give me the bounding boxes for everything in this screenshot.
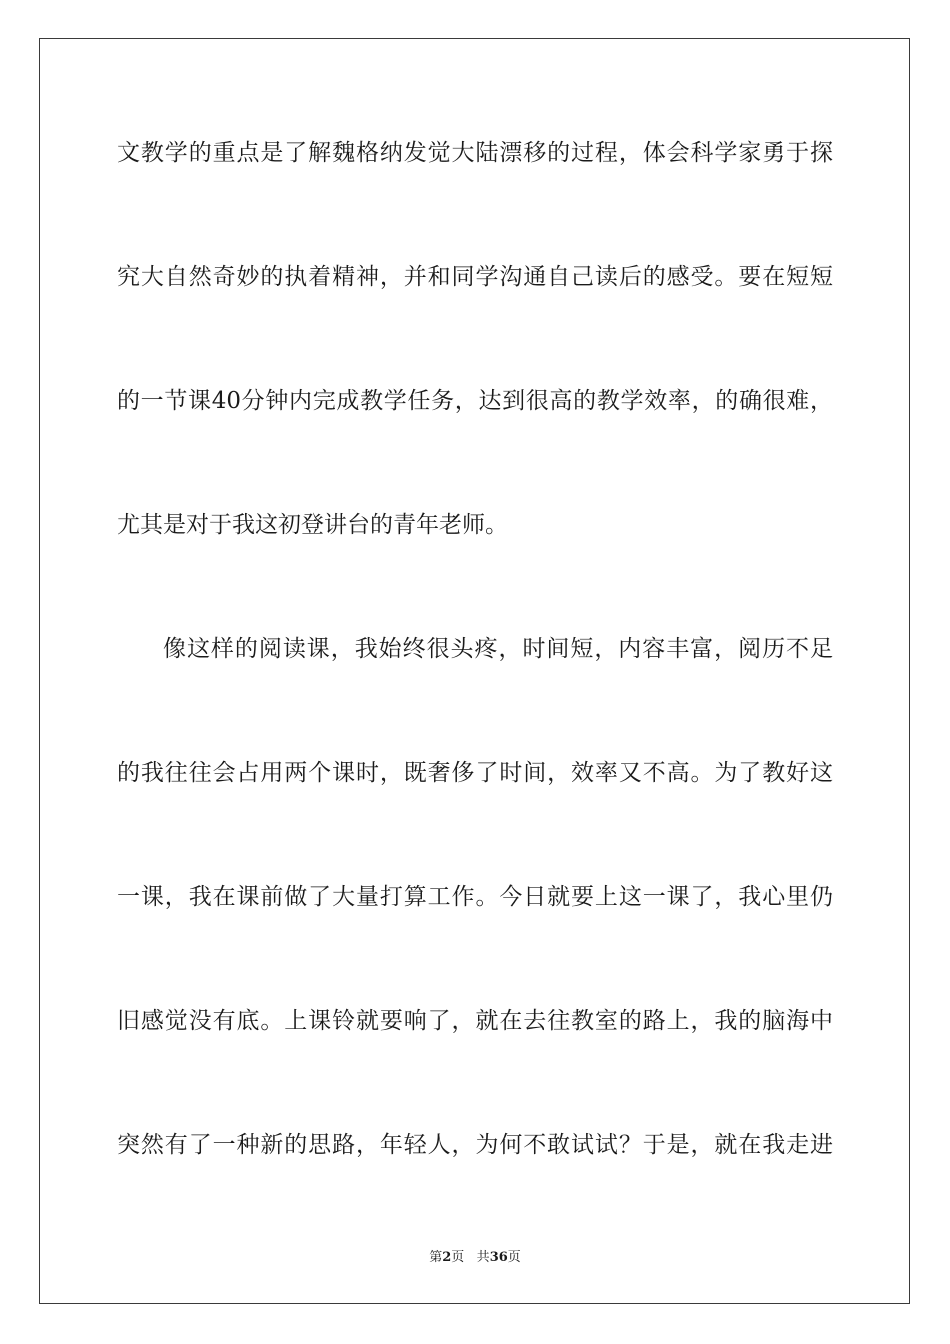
text-line-9: 突然有了一种新的思路，年轻人，为何不敢试试？于是，就在我走进 — [117, 1132, 833, 1158]
text-line-7: 一课，我在课前做了大量打算工作。今日就要上这一课了，我心里仍 — [117, 884, 833, 910]
text-line-3: 的一节课40分钟内完成教学任务，达到很高的教学效率，的确很难， — [117, 388, 833, 414]
page-border — [39, 38, 910, 1304]
text-line-2: 究大自然奇妙的执着精神，并和同学沟通自己读后的感受。要在短短 — [117, 264, 833, 290]
footer-total-prefix: 共 — [476, 1250, 490, 1265]
text-line-6: 的我往往会占用两个课时，既奢侈了时间，效率又不高。为了教好这 — [117, 760, 833, 786]
text-line-8: 旧感觉没有底。上课铃就要响了，就在去往教室的路上，我的脑海中 — [117, 1008, 833, 1034]
footer-total-suffix: 页 — [507, 1250, 521, 1265]
text-line-1: 文教学的重点是了解魏格纳发觉大陆漂移的过程，体会科学家勇于探 — [117, 140, 833, 166]
paragraph-start-line: 像这样的阅读课，我始终很头疼，时间短，内容丰富，阅历不足 — [163, 636, 833, 662]
page-footer — [0, 1249, 950, 1267]
footer-page-suffix: 页 — [451, 1250, 465, 1265]
text-line-4: 尤其是对于我这初登讲台的青年老师。 — [117, 512, 508, 538]
footer-total-pages: 36 — [489, 1250, 508, 1265]
footer-page-number: 2 — [442, 1250, 452, 1265]
footer-page-prefix: 第 — [429, 1250, 443, 1265]
